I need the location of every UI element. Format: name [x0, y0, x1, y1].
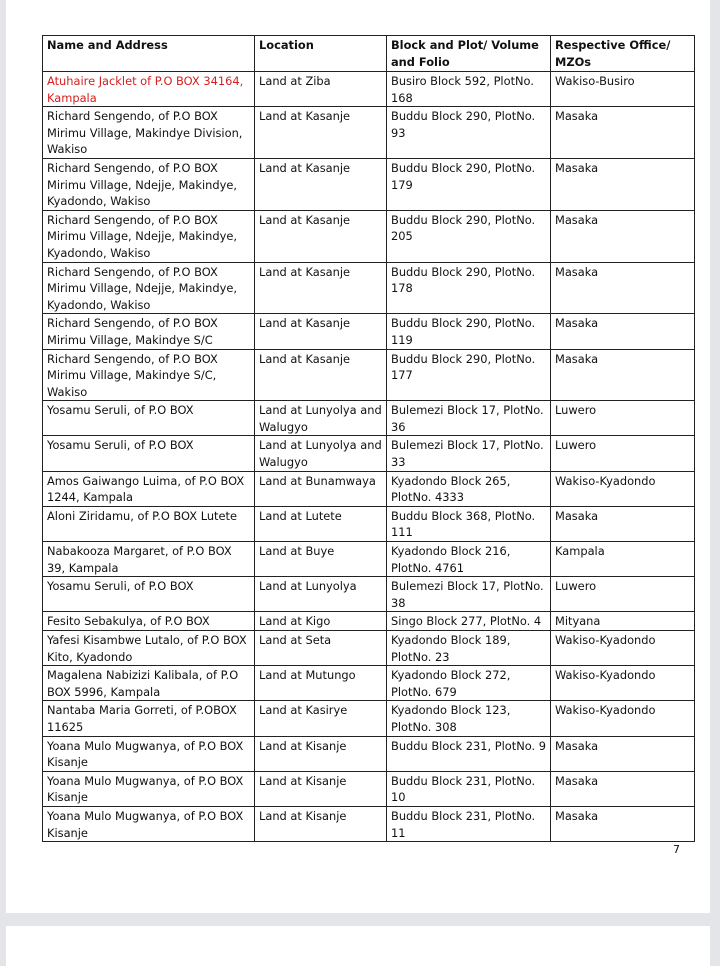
- cell-office: Wakiso-Kyadondo: [551, 701, 695, 736]
- cell-name-address: Yosamu Seruli, of P.O BOX: [43, 577, 255, 612]
- cell-name-address: Richard Sengendo, of P.O BOX Mirimu Village, Makindye S/C: [43, 314, 255, 349]
- cell-name-address: Aloni Ziridamu, of P.O BOX Lutete: [43, 506, 255, 541]
- table-row: [43, 542, 695, 577]
- cell-location: Land at Kisanje: [255, 771, 387, 806]
- cell-office: Luwero: [551, 401, 695, 436]
- table-row: [43, 631, 695, 666]
- cell-name-address: Richard Sengendo, of P.O BOX Mirimu Village, Makindye S/C, Wakiso: [43, 349, 255, 401]
- cell-block-plot: Buddu Block 290, PlotNo. 177: [387, 349, 551, 401]
- cell-location: Land at Bunamwaya: [255, 471, 387, 506]
- cell-block-plot: Bulemezi Block 17, PlotNo. 33: [387, 436, 551, 471]
- cell-location: Land at Kisanje: [255, 736, 387, 771]
- table-row: [43, 314, 695, 349]
- cell-location: Land at Kasanje: [255, 262, 387, 314]
- cell-office: Masaka: [551, 262, 695, 314]
- cell-location: Land at Lunyolya and Walugyo: [255, 401, 387, 436]
- cell-office: Masaka: [551, 210, 695, 262]
- cell-office: Masaka: [551, 736, 695, 771]
- table-row: [43, 401, 695, 436]
- cell-block-plot: Buddu Block 290, PlotNo. 178: [387, 262, 551, 314]
- cell-name-address: Yoana Mulo Mugwanya, of P.O BOX Kisanje: [43, 736, 255, 771]
- header-office: Respective Office/ MZOs: [551, 36, 695, 72]
- cell-office: Wakiso-Kyadondo: [551, 666, 695, 701]
- cell-office: Luwero: [551, 577, 695, 612]
- cell-block-plot: Bulemezi Block 17, PlotNo. 36: [387, 401, 551, 436]
- table-header-row: [43, 36, 695, 72]
- next-page: [6, 926, 710, 966]
- cell-location: Land at Kigo: [255, 612, 387, 631]
- cell-name-address: Yoana Mulo Mugwanya, of P.O BOX Kisanje: [43, 806, 255, 841]
- cell-block-plot: Buddu Block 368, PlotNo. 111: [387, 506, 551, 541]
- cell-location: Land at Lunyolya: [255, 577, 387, 612]
- cell-name-address: Yosamu Seruli, of P.O BOX: [43, 401, 255, 436]
- table-row: [43, 107, 695, 159]
- cell-name-address: Richard Sengendo, of P.O BOX Mirimu Village, Ndejje, Makindye, Kyadondo, Wakiso: [43, 262, 255, 314]
- cell-block-plot: Buddu Block 290, PlotNo. 119: [387, 314, 551, 349]
- cell-name-address: Yoana Mulo Mugwanya, of P.O BOX Kisanje: [43, 771, 255, 806]
- land-table: [42, 35, 695, 842]
- cell-block-plot: Buddu Block 231, PlotNo. 11: [387, 806, 551, 841]
- header-location: Location: [255, 36, 387, 72]
- cell-location: Land at Mutungo: [255, 666, 387, 701]
- cell-block-plot: Buddu Block 290, PlotNo. 205: [387, 210, 551, 262]
- cell-office: Masaka: [551, 506, 695, 541]
- cell-name-address: Amos Gaiwango Luima, of P.O BOX 1244, Kampala: [43, 471, 255, 506]
- cell-block-plot: Kyadondo Block 265, PlotNo. 4333: [387, 471, 551, 506]
- cell-office: Wakiso-Busiro: [551, 72, 695, 107]
- table-row: [43, 436, 695, 471]
- table-row: [43, 771, 695, 806]
- cell-location: Land at Kisanje: [255, 806, 387, 841]
- cell-location: Land at Seta: [255, 631, 387, 666]
- cell-office: Luwero: [551, 436, 695, 471]
- cell-name-address: Nantaba Maria Gorreti, of P.OBOX 11625: [43, 701, 255, 736]
- cell-office: Masaka: [551, 158, 695, 210]
- cell-office: Masaka: [551, 806, 695, 841]
- cell-office: Wakiso-Kyadondo: [551, 631, 695, 666]
- table-row: [43, 612, 695, 631]
- cell-location: Land at Kasirye: [255, 701, 387, 736]
- cell-block-plot: Buddu Block 290, PlotNo. 93: [387, 107, 551, 159]
- cell-location: Land at Kasanje: [255, 314, 387, 349]
- cell-block-plot: Bulemezi Block 17, PlotNo. 38: [387, 577, 551, 612]
- cell-block-plot: Kyadondo Block 189, PlotNo. 23: [387, 631, 551, 666]
- header-name-address: Name and Address: [43, 36, 255, 72]
- cell-name-address: Richard Sengendo, of P.O BOX Mirimu Village, Makindye Division, Wakiso: [43, 107, 255, 159]
- cell-office: Masaka: [551, 349, 695, 401]
- cell-location: Land at Lunyolya and Walugyo: [255, 436, 387, 471]
- cell-block-plot: Kyadondo Block 272, PlotNo. 679: [387, 666, 551, 701]
- cell-location: Land at Kasanje: [255, 158, 387, 210]
- cell-location: Land at Kasanje: [255, 349, 387, 401]
- table-row: [43, 701, 695, 736]
- cell-block-plot: Busiro Block 592, PlotNo. 168: [387, 72, 551, 107]
- cell-office: Masaka: [551, 314, 695, 349]
- cell-office: Masaka: [551, 771, 695, 806]
- cell-location: Land at Kasanje: [255, 210, 387, 262]
- cell-name-address: Magalena Nabizizi Kalibala, of P.O BOX 5996, Kampala: [43, 666, 255, 701]
- table-row: [43, 210, 695, 262]
- cell-name-address: Richard Sengendo, of P.O BOX Mirimu Village, Ndejje, Makindye, Kyadondo, Wakiso: [43, 158, 255, 210]
- table-row: [43, 158, 695, 210]
- cell-location: Land at Lutete: [255, 506, 387, 541]
- cell-name-address: Yosamu Seruli, of P.O BOX: [43, 436, 255, 471]
- table-row: [43, 72, 695, 107]
- cell-name-address: Nabakooza Margaret, of P.O BOX 39, Kampala: [43, 542, 255, 577]
- cell-block-plot: Buddu Block 231, PlotNo. 10: [387, 771, 551, 806]
- cell-location: Land at Ziba: [255, 72, 387, 107]
- cell-office: Kampala: [551, 542, 695, 577]
- cell-location: Land at Kasanje: [255, 107, 387, 159]
- header-block-plot: Block and Plot/ Volume and Folio: [387, 36, 551, 72]
- cell-block-plot: Kyadondo Block 216, PlotNo. 4761: [387, 542, 551, 577]
- cell-name-address: Fesito Sebakulya, of P.O BOX: [43, 612, 255, 631]
- cell-office: Wakiso-Kyadondo: [551, 471, 695, 506]
- cell-name-address: Yafesi Kisambwe Lutalo, of P.O BOX Kito, Kyadondo: [43, 631, 255, 666]
- cell-name-address: Atuhaire Jacklet of P.O BOX 34164, Kampala: [43, 72, 255, 107]
- cell-block-plot: Singo Block 277, PlotNo. 4: [387, 612, 551, 631]
- cell-location: Land at Buye: [255, 542, 387, 577]
- table-row: [43, 349, 695, 401]
- table-row: [43, 806, 695, 841]
- document-page: [6, 0, 710, 913]
- cell-block-plot: Buddu Block 231, PlotNo. 9: [387, 736, 551, 771]
- cell-name-address: Richard Sengendo, of P.O BOX Mirimu Village, Ndejje, Makindye, Kyadondo, Wakiso: [43, 210, 255, 262]
- cell-block-plot: Kyadondo Block 123, PlotNo. 308: [387, 701, 551, 736]
- cell-office: Masaka: [551, 107, 695, 159]
- table-row: [43, 736, 695, 771]
- table-row: [43, 666, 695, 701]
- table-row: [43, 506, 695, 541]
- table-row: [43, 577, 695, 612]
- page-number: 7: [673, 843, 680, 856]
- table-row: [43, 262, 695, 314]
- table-body: [43, 72, 695, 842]
- cell-office: Mityana: [551, 612, 695, 631]
- cell-block-plot: Buddu Block 290, PlotNo. 179: [387, 158, 551, 210]
- table-row: [43, 471, 695, 506]
